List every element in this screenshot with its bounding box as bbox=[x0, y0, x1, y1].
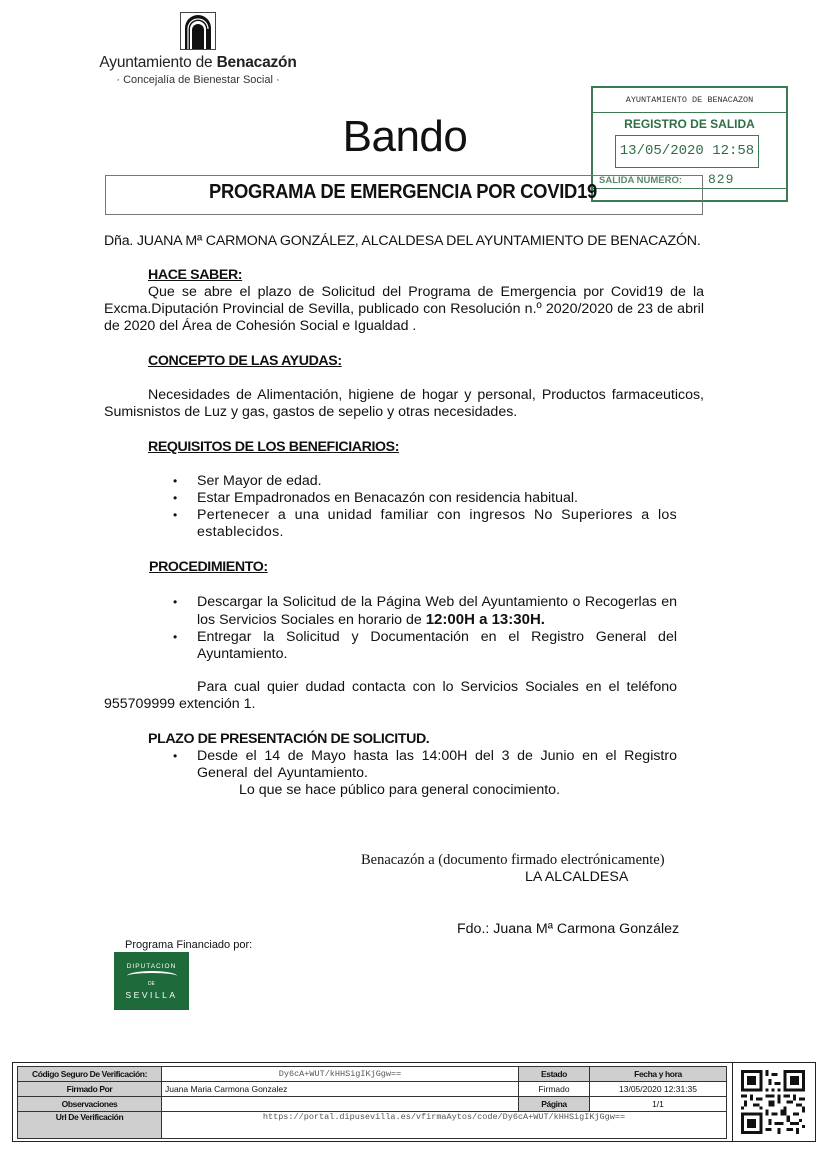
stamp-registry: REGISTRO DE SALIDA bbox=[624, 117, 755, 131]
heading-requisitos: REQUISITOS DE LOS BENEFICIARIOS: bbox=[148, 439, 400, 455]
ayuntamiento-logo bbox=[88, 8, 308, 102]
bullet-icon: • bbox=[173, 491, 178, 505]
program-title: PROGRAMA DE EMERGENCIA POR COVID19 bbox=[209, 181, 597, 203]
bullet-icon: • bbox=[173, 630, 178, 644]
table-row bbox=[18, 1112, 727, 1139]
bullet-icon: • bbox=[173, 508, 178, 522]
list-item: • Estar Empadronados en Benacazón con residencia habitual. bbox=[173, 490, 578, 506]
table-row bbox=[18, 1082, 727, 1097]
signed-by-value: Juana Maria Carmona Gonzalez bbox=[162, 1082, 519, 1097]
list-item: • Desde el 14 de Mayo hasta las 14:00H del 3 de Junio en el Registro General del Ayuntamiento. bbox=[173, 748, 677, 781]
stamp-number: 829 bbox=[708, 172, 735, 187]
observations-value bbox=[162, 1097, 519, 1112]
diputacion-sevilla-logo: DIPUTACION DE SEVILLA bbox=[114, 952, 189, 1010]
bullet-icon: • bbox=[173, 595, 178, 609]
requisitos-list bbox=[173, 473, 677, 541]
intro-line: Dña. JUANA Mª CARMONA GONZÁLEZ, ALCALDESA DEL AYUNTAMIENTO DE BENACAZÓN. bbox=[104, 233, 701, 249]
status-value: Firmado bbox=[519, 1082, 590, 1097]
heading-concepto: CONCEPTO DE LAS AYUDAS: bbox=[148, 353, 342, 369]
qr-frame bbox=[732, 1062, 816, 1142]
verification-table bbox=[17, 1066, 727, 1139]
signed-by-label: Firmado Por bbox=[18, 1082, 162, 1097]
bullet-icon: • bbox=[173, 474, 178, 488]
stamp-number-label: SALIDA NÚMERO: bbox=[599, 175, 683, 186]
arch-icon bbox=[180, 12, 216, 50]
bullet-icon: • bbox=[173, 749, 178, 763]
url-label: Url De Verificación bbox=[18, 1112, 162, 1139]
datetime-label: Fecha y hora bbox=[590, 1067, 727, 1082]
list-item: • Ser Mayor de edad. bbox=[173, 473, 322, 489]
logo-subtitle: · Concejalía de Bienestar Social · bbox=[116, 74, 280, 86]
page-label: Página bbox=[519, 1097, 590, 1112]
stamp-entity: AYUNTAMIENTO DE BENACAZON bbox=[593, 88, 786, 113]
heading-hace-saber: HACE SABER: bbox=[148, 267, 243, 283]
signature-place: Benacazón a (documento firmado electrónicamente) bbox=[361, 852, 665, 868]
code-value: Dy6cA+WUT/kHHSigIKjGgw== bbox=[162, 1067, 519, 1082]
concepto-text: Necesidades de Alimentación, higiene de hogar y personal, Productos farmaceuticos, Sumisnistos de Luz y gas, gastos de sepelio y otras necesidades. bbox=[104, 387, 704, 420]
logo-name: Ayuntamiento de Benacazón bbox=[99, 54, 297, 71]
table-row bbox=[18, 1097, 727, 1112]
datetime-value: 13/05/2020 12:31:35 bbox=[590, 1082, 727, 1097]
observations-label: Observaciones bbox=[18, 1097, 162, 1112]
financing-label: Programa Financiado por: bbox=[125, 939, 253, 951]
heading-plazo: PLAZO DE PRESENTACIÓN DE SOLICITUD. bbox=[148, 731, 430, 747]
status-label: Estado bbox=[519, 1067, 590, 1082]
contact-text: Para cual quier dudad contacta con lo Servicios Sociales en el teléfono 955709999 extención 1. bbox=[104, 679, 677, 712]
plazo-list bbox=[173, 748, 677, 782]
procedimiento-list bbox=[173, 594, 677, 663]
heading-procedimiento: PROCEDIMIENTO: bbox=[149, 559, 268, 575]
page-title: Bando bbox=[342, 112, 468, 161]
code-label: Código Seguro De Verificación: bbox=[18, 1067, 162, 1082]
signature-role: LA ALCALDESA bbox=[525, 869, 629, 885]
qr-code-icon bbox=[741, 1070, 805, 1134]
page-value: 1/1 bbox=[590, 1097, 727, 1112]
table-row bbox=[18, 1067, 727, 1082]
list-item: • Descargar la Solicitud de la Página Web del Ayuntamiento o Recogerlas en los Servicios Sociales en horario de 12:00H a 13:30H. bbox=[173, 594, 677, 628]
signature-name: Fdo.: Juana Mª Carmona González bbox=[457, 921, 680, 937]
list-item: • Entregar la Solicitud y Documentación en el Registro General del Ayuntamiento. bbox=[173, 629, 677, 662]
url-value[interactable]: https://portal.dipusevilla.es/vfirmaAytos/code/Dy6cA+WUT/kHHSigIKjGgw== bbox=[162, 1112, 727, 1139]
stamp-datetime: 13/05/2020 12:58 bbox=[615, 135, 759, 168]
list-item: • Pertenecer a una unidad familiar con ingresos No Superiores a los establecidos. bbox=[173, 507, 677, 540]
closing-text: Lo que se hace público para general conocimiento. bbox=[239, 782, 561, 798]
arc-icon bbox=[127, 971, 177, 981]
hace-saber-text: Que se abre el plazo de Solicitud del Programa de Emergencia por Covid19 de la Excma.Diputación Provincial de Sevilla, publicado con Resolución n.º 2020/2020 de 23 de abril de 2020 del Área de Cohesión Social e Igualdad . bbox=[104, 284, 704, 334]
